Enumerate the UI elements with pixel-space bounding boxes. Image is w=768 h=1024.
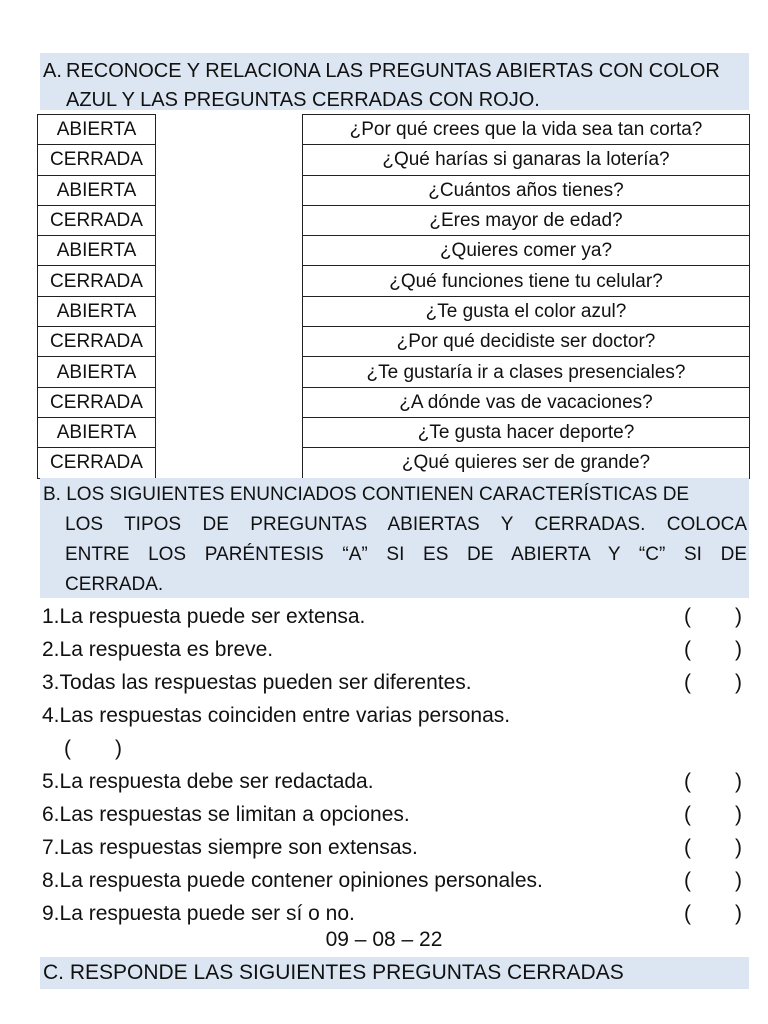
type-cell[interactable]: ABIERTA <box>38 417 156 447</box>
paren-open: ( <box>684 671 691 694</box>
table-row <box>38 145 156 175</box>
paren-close: ) <box>115 737 122 760</box>
paren-open: ( <box>684 770 691 793</box>
item-number: 6. <box>42 803 60 826</box>
type-cell[interactable]: CERRADA <box>38 266 156 296</box>
item-number: 2. <box>42 638 60 661</box>
item-number: 7. <box>42 836 60 859</box>
question-type-table <box>37 114 156 479</box>
statement-list <box>42 600 747 930</box>
question-cell[interactable]: ¿Te gusta el color azul? <box>303 296 750 326</box>
list-item <box>42 864 747 897</box>
date-label: 09 – 08 – 22 <box>325 928 443 951</box>
paren-close: ) <box>735 605 742 628</box>
item-number: 8. <box>42 869 60 892</box>
type-cell[interactable]: ABIERTA <box>38 236 156 266</box>
table-row <box>38 357 156 387</box>
section-a-letter: A. <box>43 60 62 82</box>
item-number: 4. <box>42 704 60 727</box>
item-text: La respuesta puede ser sí o no. <box>59 902 355 925</box>
paren-close: ) <box>735 770 742 793</box>
table-row <box>303 296 750 326</box>
question-cell[interactable]: ¿Qué quieres ser de grande? <box>303 448 750 478</box>
table-row <box>303 357 750 387</box>
item-text: Las respuestas coinciden entre varias personas. <box>59 704 511 727</box>
paren-open: ( <box>684 869 691 892</box>
list-item <box>42 765 747 798</box>
question-cell[interactable]: ¿Cuántos años tienes? <box>303 175 750 205</box>
question-cell[interactable]: ¿Te gustaría ir a clases presenciales? <box>303 357 750 387</box>
type-cell[interactable]: CERRADA <box>38 205 156 235</box>
table-row <box>38 175 156 205</box>
paren-close: ) <box>735 671 742 694</box>
type-cell[interactable]: CERRADA <box>38 327 156 357</box>
question-cell[interactable]: ¿Por qué crees que la vida sea tan corta? <box>303 115 750 145</box>
type-cell[interactable]: CERRADA <box>38 145 156 175</box>
item-number: 1. <box>42 605 60 628</box>
item-number: 5. <box>42 770 60 793</box>
type-cell[interactable]: CERRADA <box>38 387 156 417</box>
item-text: Todas las respuestas pueden ser diferentes. <box>59 671 472 694</box>
section-a-title-line2: AZUL Y LAS PREGUNTAS CERRADAS CON ROJO. <box>66 89 540 111</box>
type-cell[interactable]: ABIERTA <box>38 115 156 145</box>
section-b-title-line4: CERRADA. <box>65 574 164 595</box>
paren-open: ( <box>684 605 691 628</box>
section-a-title-line1: RECONOCE Y RELACIONA LAS PREGUNTAS ABIERTAS CON COLOR <box>66 60 720 82</box>
item-text: La respuesta debe ser redactada. <box>59 770 374 793</box>
table-row <box>38 236 156 266</box>
question-table <box>302 114 750 479</box>
list-item <box>42 798 747 831</box>
section-c-title: C. RESPONDE LAS SIGUIENTES PREGUNTAS CERRADAS <box>43 961 624 984</box>
question-cell[interactable]: ¿A dónde vas de vacaciones? <box>303 387 750 417</box>
paren-open: ( <box>684 902 691 925</box>
type-cell[interactable]: ABIERTA <box>38 357 156 387</box>
table-row <box>303 387 750 417</box>
item-text: Las respuestas se limitan a opciones. <box>59 803 410 826</box>
table-row <box>38 448 156 478</box>
paren-open: ( <box>684 803 691 826</box>
table-row <box>38 266 156 296</box>
section-b-title-line3: ENTRE LOS PARÉNTESIS “A” SI ES DE ABIERTA Y “C” SI DE <box>65 544 747 565</box>
table-row <box>303 205 750 235</box>
answer-blank[interactable] <box>684 831 742 864</box>
section-a-title <box>43 57 747 115</box>
paren-close: ) <box>735 836 742 859</box>
table-row <box>38 296 156 326</box>
type-cell[interactable]: ABIERTA <box>38 296 156 326</box>
section-b-title-line1: B. LOS SIGUIENTES ENUNCIADOS CONTIENEN CARACTERÍSTICAS DE <box>43 484 690 505</box>
table-row <box>38 387 156 417</box>
paren-close: ) <box>735 902 742 925</box>
list-item <box>42 600 747 633</box>
item-text: La respuesta puede ser extensa. <box>59 605 366 628</box>
question-cell[interactable]: ¿Te gusta hacer deporte? <box>303 417 750 447</box>
section-b-title-line2: LOS TIPOS DE PREGUNTAS ABIERTAS Y CERRADAS. COLOCA <box>65 514 747 535</box>
table-row <box>303 175 750 205</box>
item-number: 3. <box>42 671 60 694</box>
paren-close: ) <box>735 803 742 826</box>
question-cell[interactable]: ¿Qué funciones tiene tu celular? <box>303 266 750 296</box>
question-cell[interactable]: ¿Quieres comer ya? <box>303 236 750 266</box>
list-item <box>42 699 747 765</box>
list-item <box>42 633 747 666</box>
list-item <box>42 831 747 864</box>
list-item <box>42 666 747 699</box>
table-row <box>303 327 750 357</box>
answer-blank[interactable] <box>64 732 122 765</box>
type-cell[interactable]: ABIERTA <box>38 175 156 205</box>
table-row <box>303 448 750 478</box>
table-row <box>303 236 750 266</box>
answer-blank[interactable] <box>684 897 742 930</box>
table-row <box>38 417 156 447</box>
paren-close: ) <box>735 638 742 661</box>
answer-blank[interactable] <box>684 600 742 633</box>
section-b-title <box>43 480 747 600</box>
question-cell[interactable]: ¿Por qué decidiste ser doctor? <box>303 327 750 357</box>
item-text: La respuesta es breve. <box>59 638 274 661</box>
answer-blank[interactable] <box>684 666 742 699</box>
item-text: La respuesta puede contener opiniones personales. <box>59 869 543 892</box>
table-row <box>38 115 156 145</box>
item-text: Las respuestas siempre son extensas. <box>59 836 418 859</box>
type-cell[interactable]: CERRADA <box>38 448 156 478</box>
table-row <box>303 145 750 175</box>
answer-blank[interactable] <box>684 798 742 831</box>
table-row <box>303 115 750 145</box>
table-row <box>303 417 750 447</box>
question-cell[interactable]: ¿Eres mayor de edad? <box>303 205 750 235</box>
table-row <box>38 327 156 357</box>
answer-blank[interactable] <box>684 864 742 897</box>
table-row <box>38 205 156 235</box>
paren-open: ( <box>684 836 691 859</box>
list-item <box>42 897 747 930</box>
item-number: 9. <box>42 902 60 925</box>
table-row <box>303 266 750 296</box>
paren-close: ) <box>735 869 742 892</box>
question-cell[interactable]: ¿Qué harías si ganaras la lotería? <box>303 145 750 175</box>
paren-open: ( <box>684 638 691 661</box>
paren-open: ( <box>64 737 71 760</box>
answer-blank[interactable] <box>684 633 742 666</box>
answer-blank[interactable] <box>684 765 742 798</box>
